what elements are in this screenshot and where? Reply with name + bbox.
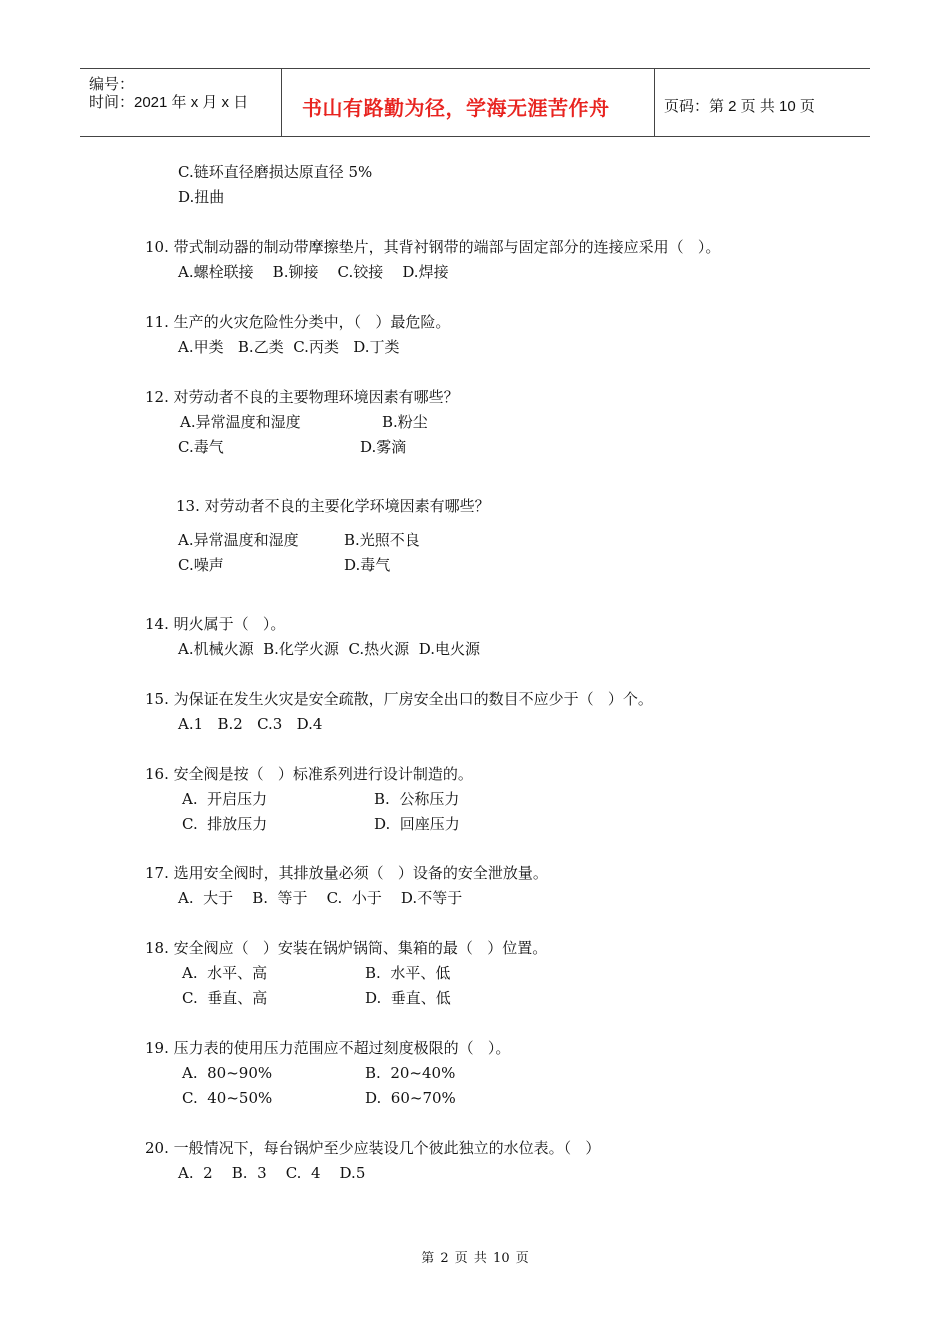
question-stem: 15. 为保证在发生火灾是安全疏散，厂房安全出口的数目不应少于（ ）个。 xyxy=(145,690,653,708)
option-b: B.光照不良 xyxy=(344,531,420,549)
question-options: A.1 B.2 C.3 D.4 xyxy=(178,715,323,733)
question-stem: 20. 一般情况下，每台锅炉至少应装设几个彼此独立的水位表。（ ） xyxy=(145,1139,601,1157)
question-stem: 19. 压力表的使用压力范围应不超过刻度极限的（ ）。 xyxy=(145,1039,511,1057)
option-b: B. 20~40% xyxy=(365,1064,456,1082)
question-options: A.机械火源 B.化学火源 C.热火源 D.电火源 xyxy=(178,640,480,658)
page-header xyxy=(80,68,870,137)
question-stem: 13. 对劳动者不良的主要化学环境因素有哪些？ xyxy=(176,497,490,515)
question-options: A. 大于 B. 等于 C. 小于 D.不等于 xyxy=(178,889,463,907)
option-b: B.粉尘 xyxy=(382,413,428,431)
option-d: D.毒气 xyxy=(344,556,391,574)
header-divider xyxy=(281,69,282,136)
option-c: C.链环直径磨损达原直径 5% xyxy=(178,163,373,181)
header-page-number: 页码：第 2 页 共 10 页 xyxy=(664,98,815,115)
option-a: A. 开启压力 xyxy=(182,790,268,808)
question-options: A.螺栓联接 B.铆接 C.铰接 D.焊接 xyxy=(178,263,449,281)
question-stem: 11. 生产的火灾危险性分类中，（ ）最危险。 xyxy=(145,313,451,331)
option-c: C. 排放压力 xyxy=(182,815,268,833)
document-number-label: 编号： xyxy=(89,76,135,93)
option-d: D.雾滴 xyxy=(360,438,407,456)
option-b: B. 水平、低 xyxy=(365,964,451,982)
header-divider xyxy=(654,69,655,136)
page-footer: 第 2 页 共 10 页 xyxy=(421,1251,529,1266)
option-d: D. 60~70% xyxy=(365,1089,456,1107)
question-stem: 16. 安全阀是按（ ）标准系列进行设计制造的。 xyxy=(145,765,473,783)
question-stem: 12. 对劳动者不良的主要物理环境因素有哪些？ xyxy=(145,388,459,406)
option-d: D. 垂直、低 xyxy=(365,989,451,1007)
question-stem: 14. 明火属于（ ）。 xyxy=(145,615,286,633)
document-date-label: 时间：2021 年 x 月 x 日 xyxy=(89,94,249,111)
option-c: C. 垂直、高 xyxy=(182,989,268,1007)
option-a: A. 水平、高 xyxy=(182,964,268,982)
option-d: D.扭曲 xyxy=(178,188,225,206)
header-motto: 书山有路勤为径，学海无涯苦作舟 xyxy=(302,98,610,120)
option-c: C.噪声 xyxy=(178,556,224,574)
option-a: A.异常温度和湿度 xyxy=(180,413,301,431)
option-d: D. 回座压力 xyxy=(374,815,460,833)
question-stem: 18. 安全阀应（ ）安装在锅炉锅筒、集箱的最（ ）位置。 xyxy=(145,939,548,957)
question-options: A. 2 B. 3 C. 4 D.5 xyxy=(178,1164,366,1182)
option-c: C.毒气 xyxy=(178,438,224,456)
option-b: B. 公称压力 xyxy=(374,790,460,808)
question-stem: 17. 选用安全阀时，其排放量必须（ ）设备的安全泄放量。 xyxy=(145,864,548,882)
question-stem: 10. 带式制动器的制动带摩擦垫片，其背衬钢带的端部与固定部分的连接应采用（ ）。 xyxy=(145,238,721,256)
question-options: A.甲类 B.乙类 C.丙类 D.丁类 xyxy=(178,338,400,356)
option-a: A.异常温度和湿度 xyxy=(178,531,299,549)
option-a: A. 80~90% xyxy=(182,1064,273,1082)
option-c: C. 40~50% xyxy=(182,1089,273,1107)
